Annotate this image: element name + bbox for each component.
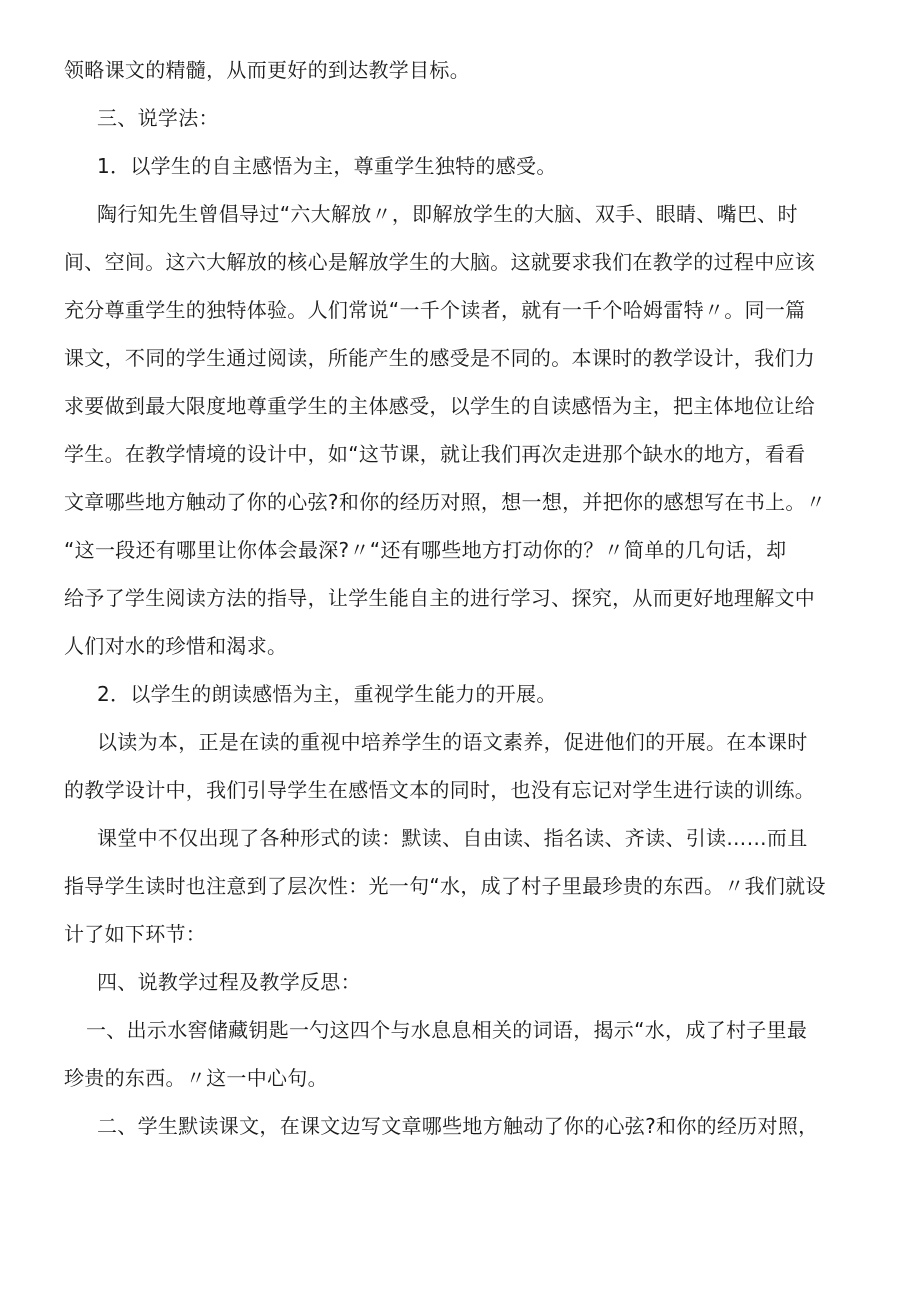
text-line: 求要做到最大限度地尊重学生的主体感受，以学生的自读感悟为主，把主体地位让给	[64, 394, 816, 418]
text-line: 领略课文的精髓，从而更好的到达教学目标。	[64, 58, 470, 82]
text-line: 文章哪些地方触动了你的心弦?和你的经历对照，想一想，并把你的感想写在书上。〃	[64, 490, 827, 514]
section-heading-study-method: 三、说学法：	[97, 106, 219, 130]
text-line: “这一段还有哪里让你体会最深?〃“还有哪些地方打动你的？〃简单的几句话，却	[64, 538, 787, 562]
text-line: 充分尊重学生的独特体验。人们常说“一千个读者，就有一千个哈姆雷特〃。同一篇	[64, 298, 806, 322]
text-line: 以读为本，正是在读的重视中培养学生的语文素养，促进他们的开展。在本课时	[97, 730, 808, 754]
subheading-1: 1．以学生的自主感悟为主，尊重学生独特的感受。	[97, 154, 557, 178]
text-line: 人们对水的珍惜和渴求。	[64, 634, 288, 658]
subheading-2: 2．以学生的朗读感悟为主，重视学生能力的开展。	[97, 682, 557, 706]
text-line: 计了如下环节：	[64, 922, 207, 946]
text-line: 的教学设计中，我们引导学生在感悟文本的同时，也没有忘记对学生进行读的训练。	[64, 778, 816, 802]
text-line: 间、空间。这六大解放的核心是解放学生的大脑。这就要求我们在教学的过程中应该	[64, 250, 816, 274]
text-line: 给予了学生阅读方法的指导，让学生能自主的进行学习、探究，从而更好地理解文中	[64, 586, 816, 610]
text-line: 陶行知先生曾倡导过“六大解放〃，即解放学生的大脑、双手、眼睛、嘴巴、时	[97, 202, 798, 226]
text-line: 珍贵的东西。〃这一中心句。	[64, 1066, 328, 1090]
section-heading-teaching-process: 四、说教学过程及教学反思：	[97, 970, 361, 994]
text-line: 指导学生读时也注意到了层次性：光一句“水，成了村子里最珍贵的东西。〃我们就设	[64, 874, 826, 898]
text-line: 课堂中不仅出现了各种形式的读：默读、自由读、指名读、齐读、引读……而且	[97, 826, 808, 850]
text-line: 一、出示水窖储藏钥匙一勺这四个与水息息相关的词语，揭示“水，成了村子里最	[86, 1018, 808, 1042]
text-line: 学生。在教学情境的设计中，如“这节课，就让我们再次走进那个缺水的地方，看看	[64, 442, 806, 466]
text-line: 二、学生默读课文，在课文边写文章哪些地方触动了你的心弦?和你的经历对照，	[97, 1114, 819, 1138]
text-line: 课文，不同的学生通过阅读，所能产生的感受是不同的。本课时的教学设计，我们力	[64, 346, 816, 370]
